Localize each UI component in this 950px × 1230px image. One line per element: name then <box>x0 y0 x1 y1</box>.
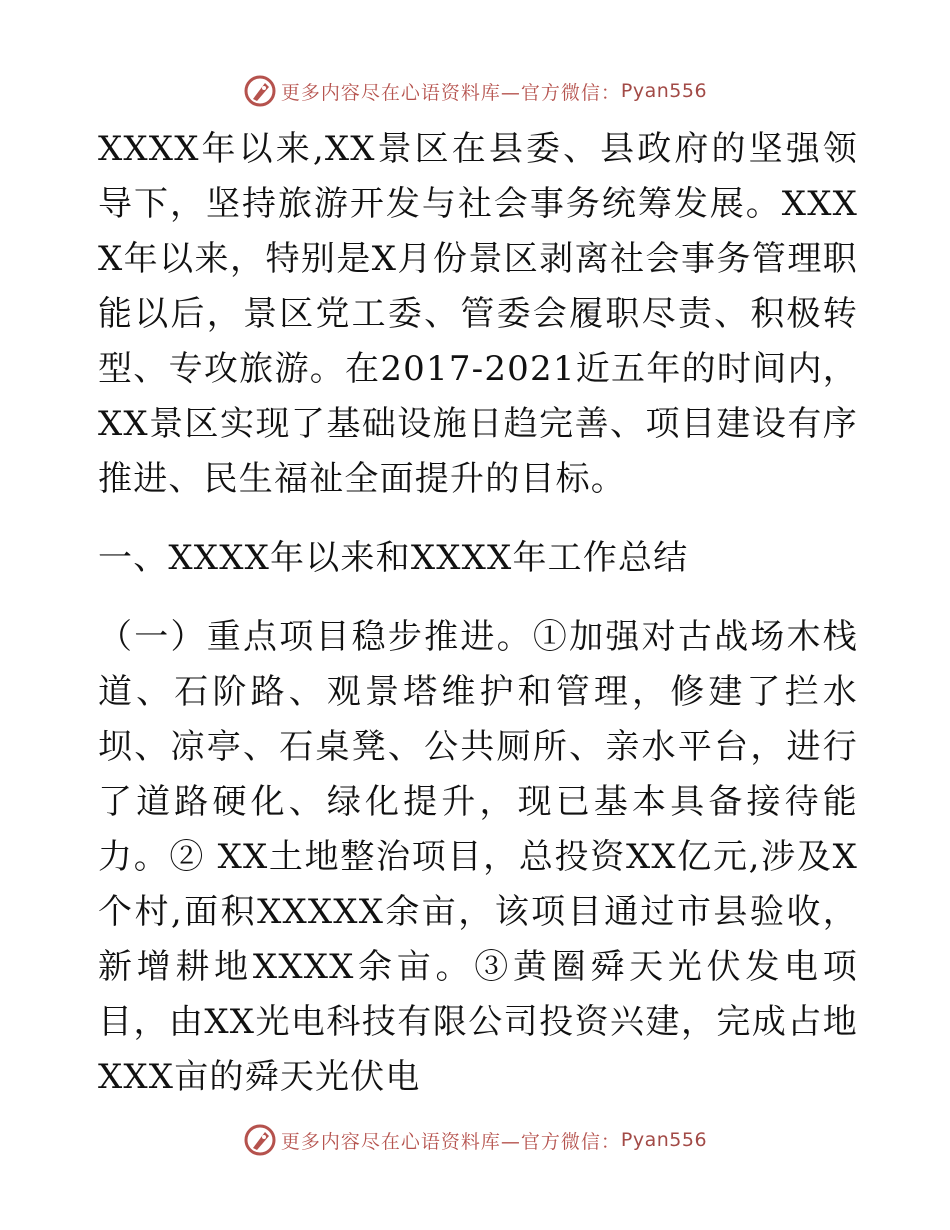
document-body <box>98 122 858 1105</box>
footer-watermark-banner <box>0 1122 950 1158</box>
wechat-id: Pyan556 <box>620 80 708 102</box>
watermark-text: 更多内容尽在心语资料库—官方微信： <box>280 1130 621 1153</box>
pen-nib-logo-icon <box>243 74 277 108</box>
pen-nib-logo-icon <box>243 1123 277 1157</box>
watermark-text: 更多内容尽在心语资料库—官方微信： <box>280 81 621 104</box>
intro-paragraph: XXXX年以来,XX景区在县委、县政府的坚强领导下，坚持旅游开发与社会事务统筹发展。XXXX年以来，特别是X月份景区剥离社会事务管理职能以后，景区党工委、管委会履职尽责、积极转型、专攻旅游。在2017-2021近五年的时间内，XX景区实现了基础设施日趋完善、项目建设有序推进、民生福祉全面提升的目标。 <box>98 129 858 499</box>
header-watermark-banner <box>0 73 950 109</box>
wechat-id: Pyan556 <box>620 1129 708 1151</box>
section-1-paragraph: （一）重点项目稳步推进。①加强对古战场木栈道、石阶路、观景塔维护和管理，修建了拦水坝、凉亭、石桌凳、公共厕所、亲水平台，进行了道路硬化、绿化提升，现已基本具备接待能力。② XX土地整治项目，总投资XX亿元,涉及X个村,面积XXXXX余亩，该项目通过市县验收，新增耕地XXXX余亩。③黄圈舜天光伏发电项目，由XX光电科技有限公司投资兴建，完成占地XXX亩的舜天光伏电 <box>98 617 858 1097</box>
section-heading: 一、XXXX年以来和XXXX年工作总结 <box>98 538 689 578</box>
